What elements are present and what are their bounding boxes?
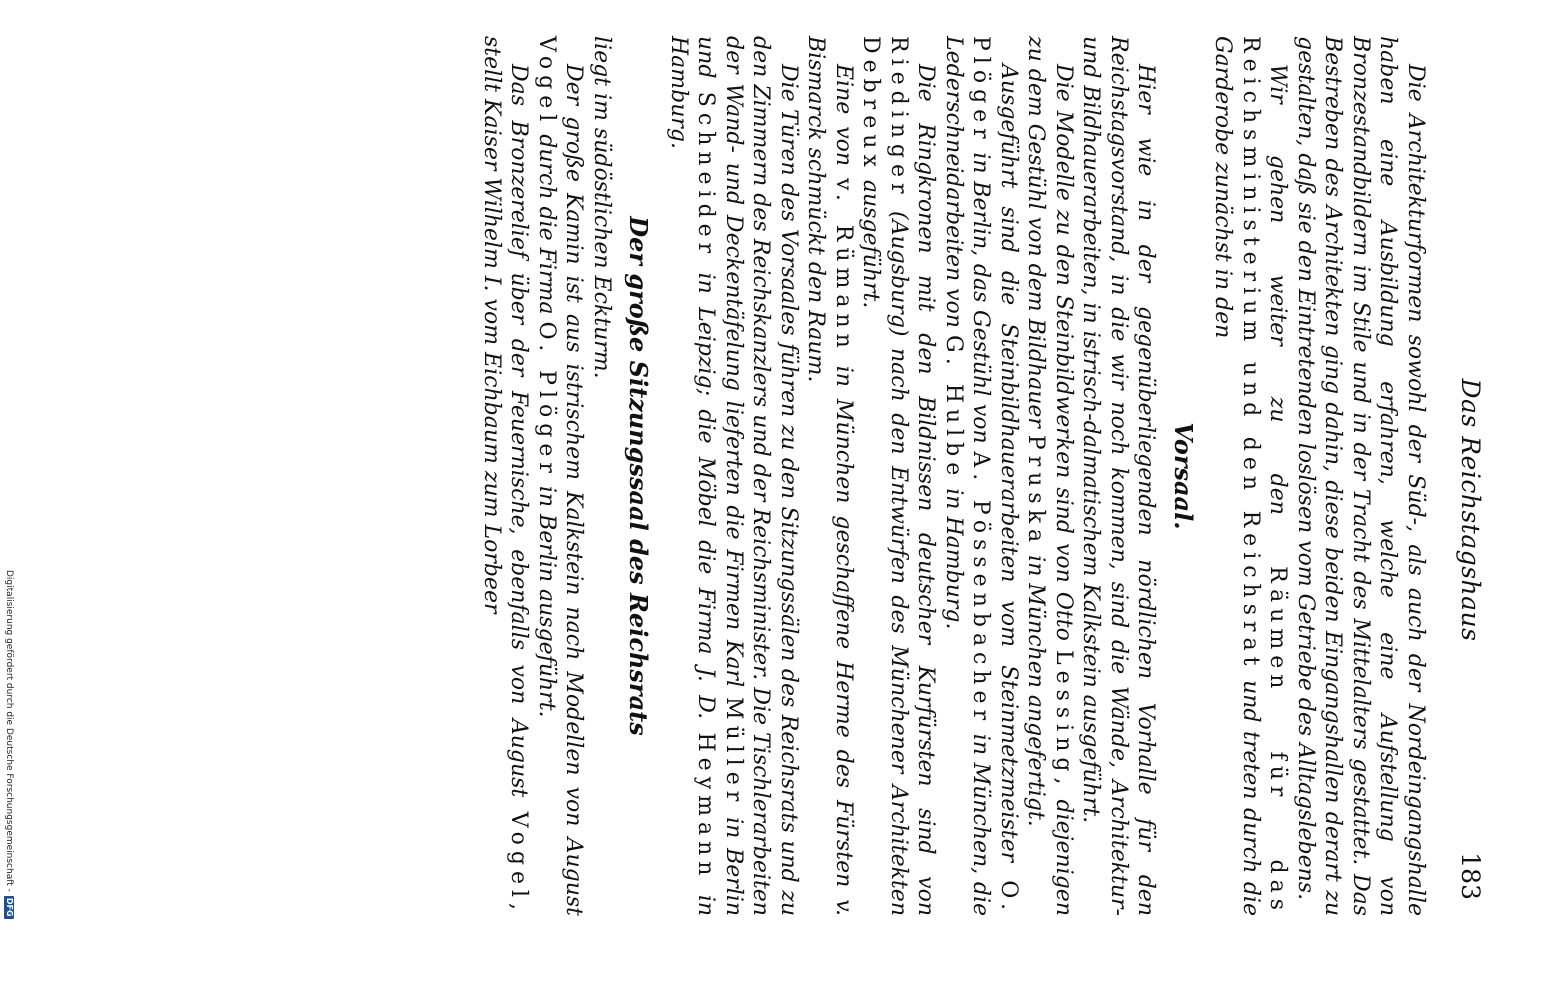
paragraph [1209,36,1292,916]
person-name: v. Rümann [831,178,856,354]
page-header [1453,120,1485,900]
paragraph-text: Die Modelle zu den Steinbildwerken sind von Otto [1051,64,1076,641]
person-name: O. Plöger [968,36,1021,916]
paragraph [1292,36,1430,916]
credit-text-wrapper [4,570,14,919]
spaced-phrase: Räumen für das Reichsministerium und den Reichsrat [1238,36,1291,916]
paragraph-text: in Berlin, das Gestühl von [968,152,994,444]
paragraph-text: Wir gehen weiter zu den [1265,64,1291,515]
paragraph-text: in Berlin ausgeführt. [534,485,559,718]
person-name: Lessing, [1051,649,1076,791]
page-number: 183 [1456,852,1485,900]
body-text [478,36,1430,916]
paragraph [940,36,1023,916]
paragraph-text: durch die Firma [534,134,559,315]
person-name: Pruska [1023,434,1049,549]
paragraph-text: in Berlin und [693,36,746,917]
paragraph-text: liegt im südöstlichen Eckturm. [589,36,614,379]
paragraph-text: Die Türen des Vorsaales führen zu den Sitzungssälen des Reichsrats und zu den Zimmern des Reichskanzlers und der Reichsminister. [748,36,801,916]
paragraph-text: Hier wie in der gegenüberliegenden nördlichen Vorhalle für den Reichstagsvorstand, in die wir noch kommen, sind die Wände, Architektur- und Bildhauerarbeiten, in istrisch-dalmatischem Kalkstein ausgeführt. [1078,36,1159,916]
paragraph-text: in München, die Lederschneidarbeiten von [941,36,994,917]
paragraph-text: stellt Kaiser Wilhelm I. vom Eichbaum zum Lorbeer [479,36,504,614]
person-name: Schneider [693,91,719,260]
paragraph [857,36,940,916]
paragraph-text: (Augsburg) nach den Entwürfen des Münchener Architekten [886,211,911,916]
person-name: Vogel, [506,811,532,916]
person-name: G. Hulbe [941,334,966,482]
person-name: A. Pössenbacher [968,451,994,727]
paragraph-text: und treten durch die Garderobe zunächst in den [1210,36,1263,916]
person-name: Müller [721,696,746,808]
paragraph-text: diejenigen zu dem Gestühl von dem Bildhauer [1023,36,1076,916]
paragraph-text: Der große Kamin ist aus istrischem Kalkstein nach Modellen von August [561,64,587,916]
paragraph [588,36,616,916]
paragraph-text: ausgeführt. [858,179,884,309]
paragraph-text: Die Tischlerarbeiten der Wand- und Deckentäfelung lieferten die Firmen Karl [721,36,774,916]
paragraph-text: Eine von [831,64,856,167]
paragraph-text: in Hamburg. [941,488,966,630]
person-name: Heymann [693,732,719,882]
paragraph [665,36,803,916]
paragraph [802,36,857,916]
paragraph-text: in München angefertigt. [1023,555,1049,827]
paragraph [1022,36,1077,916]
person-name: Riedinger [886,36,911,200]
credit-text: Digitalisierung gefördert durch die Deutsche Forschungsgemeinschaft - [4,570,14,892]
paragraph [1077,36,1160,916]
digitization-credit [2,570,14,990]
dfg-logo-icon: DFG [5,897,14,917]
paragraph [478,36,533,916]
paragraph [533,36,588,916]
paragraph-text: in München geschaffene Herme des Fürsten v. Bismarck schmückt den Raum. [803,36,856,917]
section-heading-vorsaal: Vorsaal. [1169,422,1198,530]
person-name: Vogel [534,36,559,128]
paragraph-text: in Hamburg. [666,36,719,917]
paragraph-text: Das Bronzerelief über der Feuernische, ebenfalls von August [506,64,532,798]
person-name: O. Plöger [534,321,559,479]
section-heading-sitzungssaal: Der große Sitzungssaal des Reichsrats [624,216,654,736]
person-name: Debreux [858,36,884,173]
paragraph-text: in Leipzig; die Möbel die Firma J. D. [693,272,719,720]
paragraph-text: Die Ringkronen mit den Bildnissen deutscher Kurfürsten sind von [913,64,939,916]
paragraph-text: Ausgeführt sind die Steinbildhauerarbeiten vom Steinmetzmeister [996,64,1021,863]
paragraph-text: Die Architekturformen sowohl der Süd-, als auch der Nordeingangshalle haben eine Ausbildung erfahren, welche eine Aufstellung von Bronzestandbildern im Stile und in der Tracht des Mittelalters gestattet. Das Bestreben des Architekten ging dahin, diese beiden Eingangshallen derart zu gestalten, daß sie den Eintretenden loslösen vom Getriebe des Alltagslebens. [1293,36,1428,916]
running-title: Das Reichstagshaus [1456,378,1485,642]
